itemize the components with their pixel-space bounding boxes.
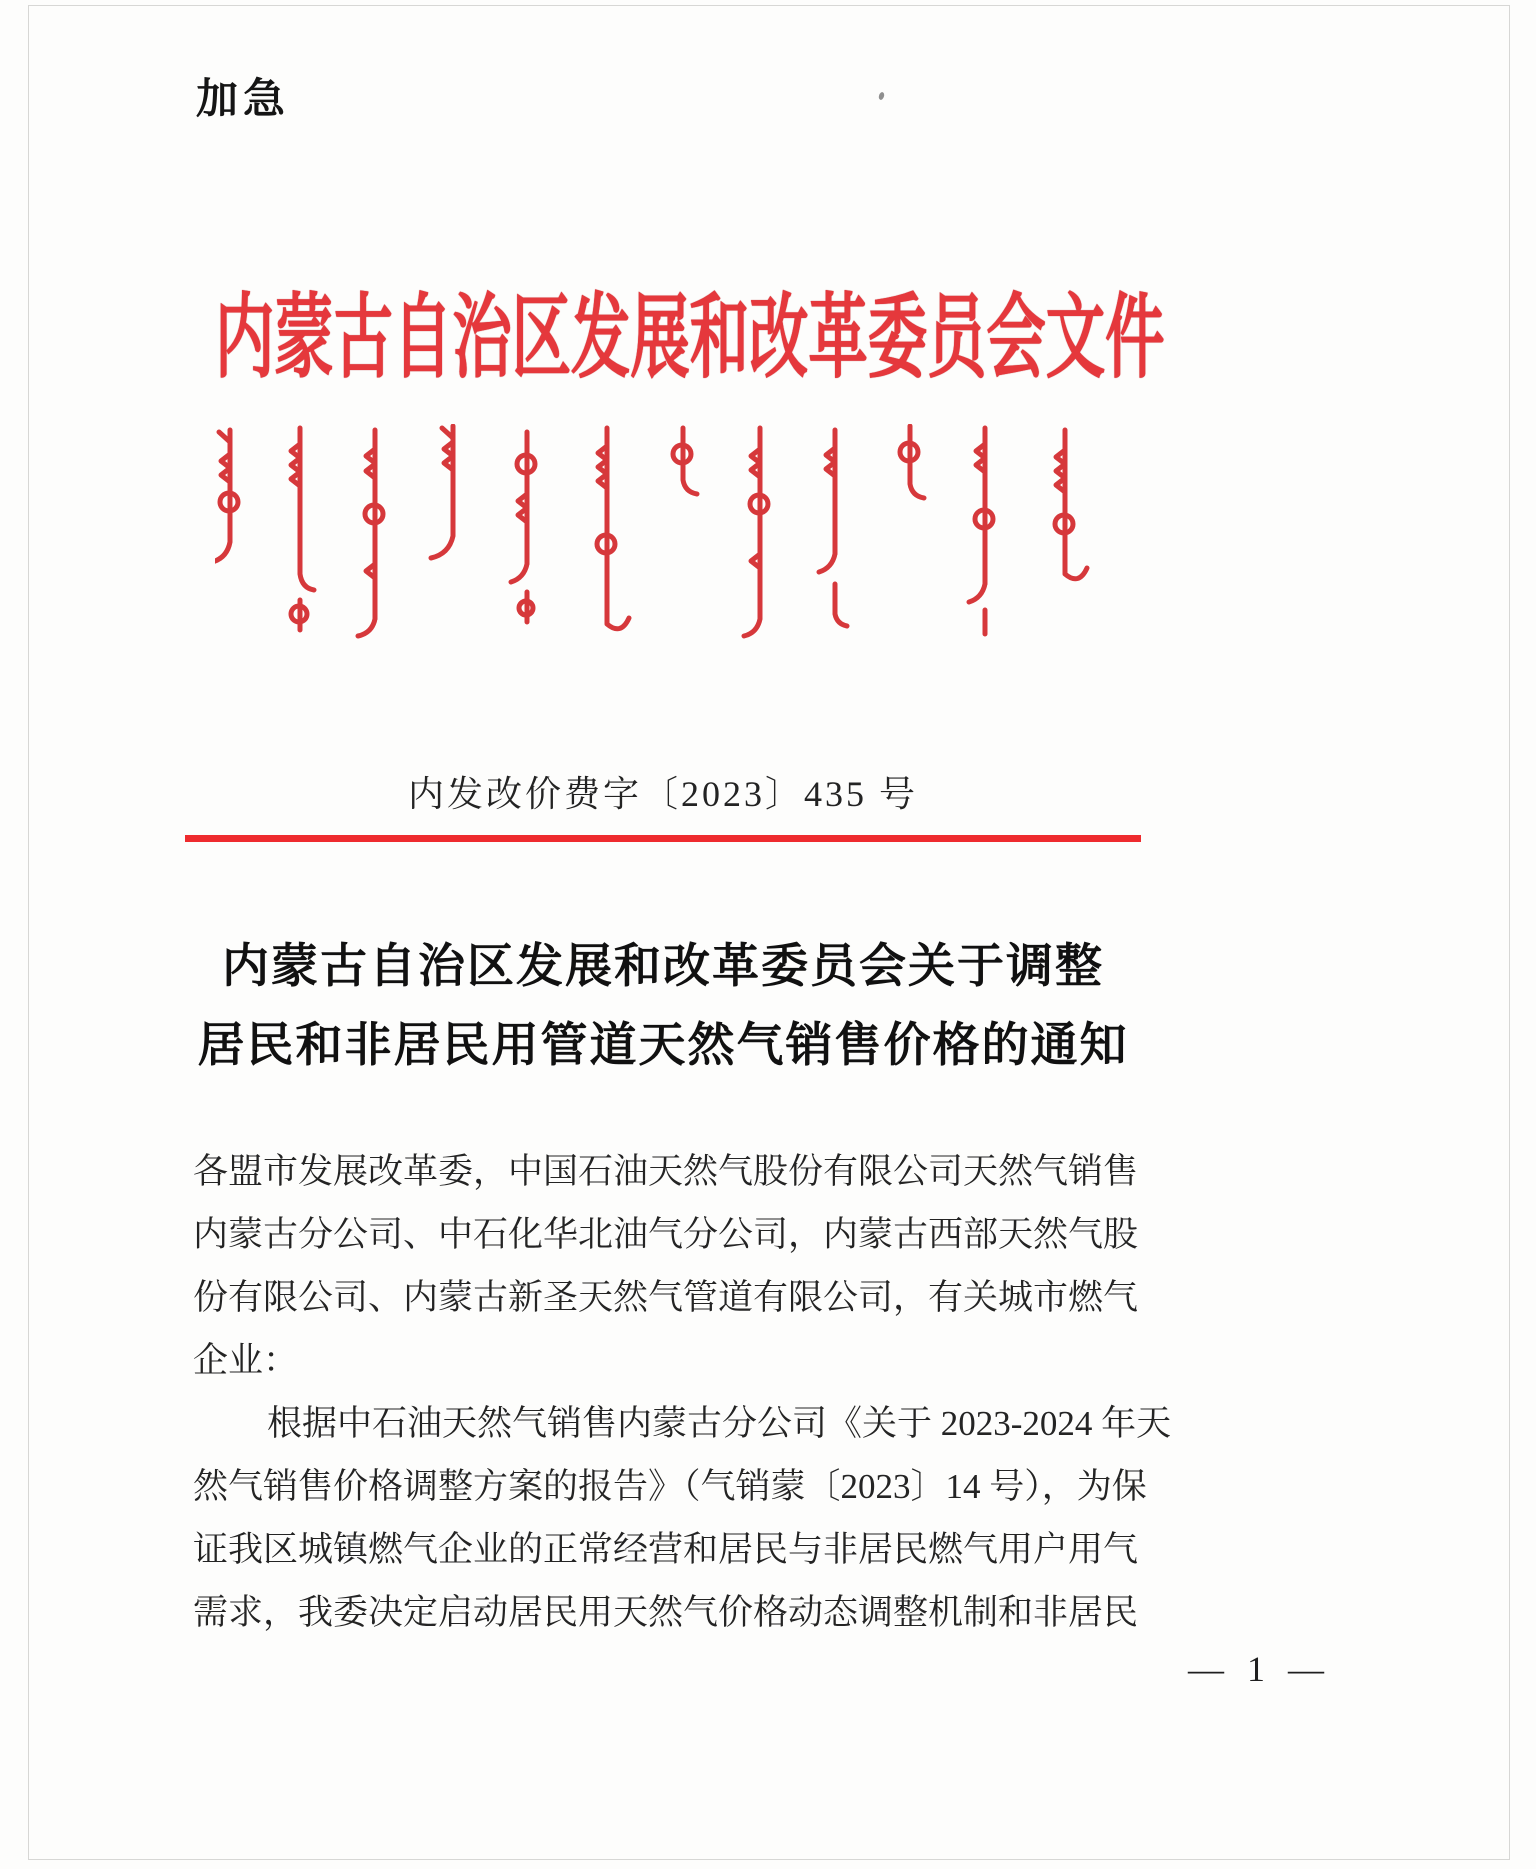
- body-line-8: 需求，我委决定启动居民用天然气价格动态调整机制和非居民: [193, 1593, 1139, 1632]
- body-line-1: 各盟市发展改革委，中国石油天然气股份有限公司天然气销售: [193, 1152, 1139, 1191]
- body-line-4: 企业：: [193, 1341, 299, 1380]
- body-line-7: 证我区城镇燃气企业的正常经营和居民与非居民燃气用户用气: [193, 1530, 1139, 1569]
- document-number: 内发改价费字〔2023〕435 号: [407, 774, 918, 814]
- notice-title-line1: 内蒙古自治区发展和改革委员会关于调整: [222, 941, 1104, 993]
- letterhead-divider-rule: [185, 835, 1141, 842]
- letterhead-agency-title-text: 内蒙古自治区发展和改革委员会文件: [215, 287, 1165, 389]
- body-line-6: 然气销售价格调整方案的报告》（气销蒙〔2023〕14 号），为保: [193, 1467, 1147, 1506]
- notice-title: [185, 928, 1141, 1086]
- scan-artifact-dot: [878, 91, 885, 100]
- page-number: — 1 —: [1188, 1649, 1326, 1689]
- notice-title-line2: 居民和非居民用管道天然气销售价格的通知: [197, 1020, 1129, 1072]
- body-line-3: 份有限公司、内蒙古新圣天然气管道有限公司，有关城市燃气: [193, 1278, 1139, 1317]
- mongolian-script-graphic: [215, 424, 1105, 639]
- notice-body: [193, 1140, 1172, 1644]
- body-line-2: 内蒙古分公司、中石化华北油气分公司，内蒙古西部天然气股: [193, 1215, 1139, 1254]
- body-line-5: 根据中石油天然气销售内蒙古分公司《关于 2023-2024 年天: [267, 1404, 1172, 1443]
- urgency-label: 加急: [196, 75, 291, 122]
- letterhead-agency-title: [215, 287, 1165, 392]
